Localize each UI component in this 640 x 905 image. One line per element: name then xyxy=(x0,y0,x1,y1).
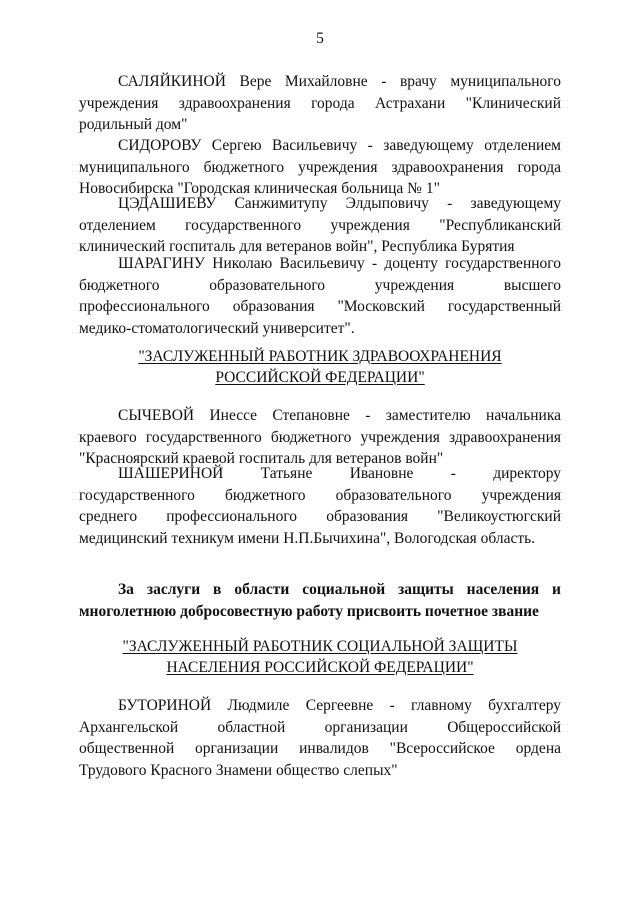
entry-line: медицинский техникум имени Н.П.Бычихина", Вологодская область. xyxy=(79,529,536,547)
entry-line: краевого государственного бюджетного учреждения здравоохранения xyxy=(79,428,561,446)
entry-line: бюджетного образовательного учреждения высшего xyxy=(79,276,561,294)
award-entry xyxy=(79,695,561,781)
award-entry xyxy=(79,193,561,258)
award-entry xyxy=(79,405,561,470)
award-entry xyxy=(79,135,561,200)
decree-line: За заслуги в области социальной защиты населения и xyxy=(118,581,561,598)
award-entry xyxy=(79,71,561,136)
honorary-title xyxy=(0,637,640,678)
entry-line: медико-стоматологический университет". xyxy=(79,319,355,337)
entry-line: "Красноярский краевой госпиталь для ветеранов войн" xyxy=(79,450,444,467)
honorary-title xyxy=(0,347,640,388)
honorary-title-line: НАСЕЛЕНИЯ РОССИЙСКОЙ ФЕДЕРАЦИИ" xyxy=(166,658,474,676)
entry-line: муниципального бюджетного учреждения здравоохранения города xyxy=(79,158,561,176)
entry-line: Трудового Красного Знамени общество слепых" xyxy=(79,761,398,779)
entry-line: Архангельской областной организации Общероссийской xyxy=(79,718,561,736)
award-entry xyxy=(79,463,561,549)
decree-line: многолетнюю добросовестную работу присвоить почетное звание xyxy=(79,602,539,620)
entry-line: клинический госпиталь для ветеранов войн", Республика Бурятия xyxy=(79,238,515,255)
entry-line: общественной организации инвалидов "Всероссийское ордена xyxy=(79,740,561,757)
honorary-title-line: РОССИЙСКОЙ ФЕДЕРАЦИИ" xyxy=(215,368,425,386)
entry-line: СЫЧЕВОЙ Инессе Степановне - заместителю начальника xyxy=(118,407,561,424)
entry-line: родильный дом" xyxy=(79,116,188,133)
award-entry xyxy=(79,253,561,339)
entry-line: государственного бюджетного образовательного учреждения xyxy=(79,486,561,504)
entry-line: САЛЯЙКИНОЙ Вере Михайловне - врачу муниципального xyxy=(118,73,561,90)
entry-line: ЦЭДАШИЕВУ Санжимитупу Элдыповичу - заведующему xyxy=(118,195,561,212)
page-number: 5 xyxy=(316,30,324,47)
entry-line: среднего профессионального образования "Великоустюгский xyxy=(79,508,561,525)
entry-line: Новосибирска "Городская клиническая больница № 1" xyxy=(79,180,440,197)
entry-line: СИДОРОВУ Сергею Васильевичу - заведующему отделением xyxy=(118,137,561,154)
honorary-title-line: "ЗАСЛУЖЕННЫЙ РАБОТНИК ЗДРАВООХРАНЕНИЯ xyxy=(138,348,502,365)
decree-statement xyxy=(79,579,561,622)
entry-line: ШАШЕРИНОЙ Татьяне Ивановне - директору xyxy=(118,465,561,482)
entry-line: отделением государственного учреждения "Республиканский xyxy=(79,216,561,234)
entry-line: профессионального образования "Московский государственный xyxy=(79,298,561,315)
entry-line: учреждения здравоохранения города Астрахани "Клинический xyxy=(79,94,561,112)
entry-line: БУТОРИНОЙ Людмиле Сергеевне - главному бухгалтеру xyxy=(118,697,561,714)
entry-line: ШАРАГИНУ Николаю Васильевичу - доценту государственного xyxy=(118,255,561,272)
honorary-title-line: "ЗАСЛУЖЕННЫЙ РАБОТНИК СОЦИАЛЬНОЙ ЗАЩИТЫ xyxy=(122,638,518,655)
